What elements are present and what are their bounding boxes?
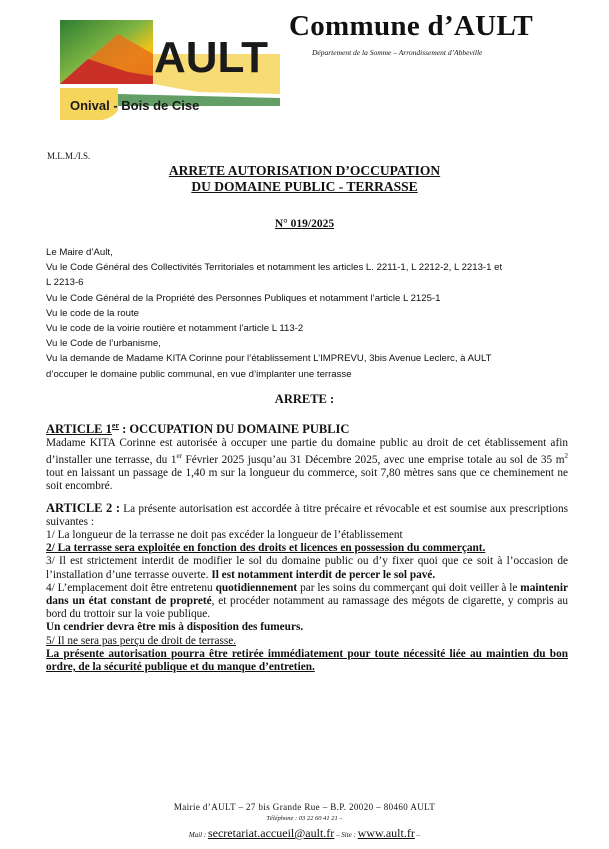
article1-sup1: er bbox=[176, 452, 182, 461]
article2-item4-ashtray: Un cendrier devra être mis à disposition des fumeurs. bbox=[46, 621, 304, 634]
article1-label-rest: : OCCUPATION DU DOMAINE PUBLIC bbox=[119, 421, 350, 436]
article2-label: ARTICLE 2 : bbox=[46, 500, 120, 515]
article1-text-a: Madame KITA Corinne est autorisée à occuper une partie du domaine public au droit de cet établissement afin d’installer une terrasse, du 1 bbox=[46, 436, 568, 466]
article2-intro bbox=[46, 502, 568, 529]
visa-line: Vu le code de la voirie routière et notamment l’article L 113-2 bbox=[46, 323, 304, 335]
article2-intro-text: La présente autorisation est accordée à titre précaire et révocable et est soumise aux prescriptions suivantes : bbox=[46, 502, 569, 528]
visa-line: Le Maire d’Ault, bbox=[46, 247, 113, 258]
article1-text-b: Février 2025 jusqu’au 31 Décembre 2025, avec une emprise totale au sol de 35 m bbox=[181, 453, 565, 466]
item4-e: , et procéder notamment au ramassage des mégots de cigarette, y compris au bord du trottoir sur la voie publique. bbox=[46, 594, 569, 621]
article2-closing: La présente autorisation pourra être retirée immédiatement pour toute nécessité liée au maintien du bon ordre, de la sécurité publique et du manque d’entretien. bbox=[46, 647, 568, 673]
article2-item3-bold: Il est notamment interdit de percer le sol pavé. bbox=[211, 568, 436, 581]
article1-text-c: tout en laissant un passage de 1,40 m sur la longueur du commerce, soit 7,80 mètres sans que ce cheminement ne soit encombré. bbox=[46, 467, 568, 493]
reference-code: M.L.M./I.S. bbox=[47, 151, 91, 161]
article1-label: ARTICLE 1 bbox=[46, 421, 112, 436]
footer-mail-label: Mail : bbox=[188, 831, 208, 839]
articles-body bbox=[46, 419, 568, 674]
visa-line: Vu le Code Général de la Propriété des Personnes Publiques et notamment l’article L 2125-1 bbox=[46, 292, 441, 304]
article2-item3 bbox=[46, 555, 568, 581]
article2-item4 bbox=[46, 582, 568, 622]
visa-line: Vu le Code de l’urbanisme, bbox=[46, 338, 161, 350]
visa-list bbox=[46, 245, 570, 382]
logo-subtitle: Onival - Bois de Cise bbox=[70, 98, 200, 113]
article2-item2: 2/ La terrasse sera exploitée en fonction des droits et licences en possession du commerçant. bbox=[46, 542, 486, 555]
logo-text: AULT bbox=[154, 33, 269, 82]
article1-sup: er bbox=[111, 421, 120, 430]
article2-item1: 1/ La longueur de la terrasse ne doit pas excéder la longueur de l’établissement bbox=[46, 528, 403, 541]
item4-d: maintenir dans un état constant de propreté bbox=[46, 581, 568, 607]
visa-line: Vu le Code Général des Collectivités Territoriales et notamment les articles L. 2211-1, L 2212-2, L 2213-1 et bbox=[46, 262, 503, 274]
decree-number: N° 019/2025 bbox=[274, 218, 335, 230]
department-line: Département de la Somme – Arrondissement d’Abbeville bbox=[312, 48, 483, 57]
arrete-heading: ARRETE : bbox=[274, 392, 335, 406]
document-title-line1: ARRETE AUTORISATION D’OCCUPATION bbox=[168, 163, 441, 178]
article2-item3-text: 3/ Il est strictement interdit de modifier le sol du domaine public ou d’y fixer quoi que ce soit à l’occasion de l’installation d’une terrasse ouverte. bbox=[46, 555, 568, 581]
footer-site-label: – Site : bbox=[334, 831, 358, 839]
article1-text bbox=[46, 437, 568, 494]
commune-name: Commune d’AULT bbox=[289, 10, 534, 42]
footer-mail-link[interactable]: secretariat.accueil@ault.fr bbox=[207, 826, 335, 840]
footer-phone: Téléphone : 03 22 60 41 21 – bbox=[266, 815, 343, 822]
article1-heading bbox=[46, 419, 568, 437]
article2-item5: 5/ Il ne sera pas perçu de droit de terrasse. bbox=[46, 634, 237, 647]
item4-c: par les soins du commerçant qui doit veiller à le bbox=[297, 581, 521, 594]
visa-line: L 2213-6 bbox=[46, 277, 84, 289]
visa-line: d’occuper le domaine public communal, en vue d’implanter une terrasse bbox=[46, 368, 352, 380]
item4-b: quotidiennement bbox=[215, 581, 298, 594]
footer-site-link[interactable]: www.ault.fr bbox=[357, 826, 415, 840]
visa-line: Vu la demande de Madame KITA Corinne pour l’établissement L’IMPREVU, 3bis Avenue Leclerc, à AULT bbox=[46, 353, 492, 365]
footer-end: – bbox=[414, 831, 421, 839]
visa-line: Vu le code de la route bbox=[46, 307, 139, 319]
footer-contact bbox=[0, 826, 609, 841]
footer-address: Mairie d’AULT – 27 bis Grande Rue – B.P. 20020 – 80460 AULT bbox=[173, 802, 436, 812]
ault-logo bbox=[58, 14, 280, 124]
document-title-line2: DU DOMAINE PUBLIC - TERRASSE bbox=[191, 179, 418, 194]
item4-a: 4/ L’emplacement doit être entretenu bbox=[46, 581, 216, 594]
article1-sup2: 2 bbox=[564, 452, 568, 461]
